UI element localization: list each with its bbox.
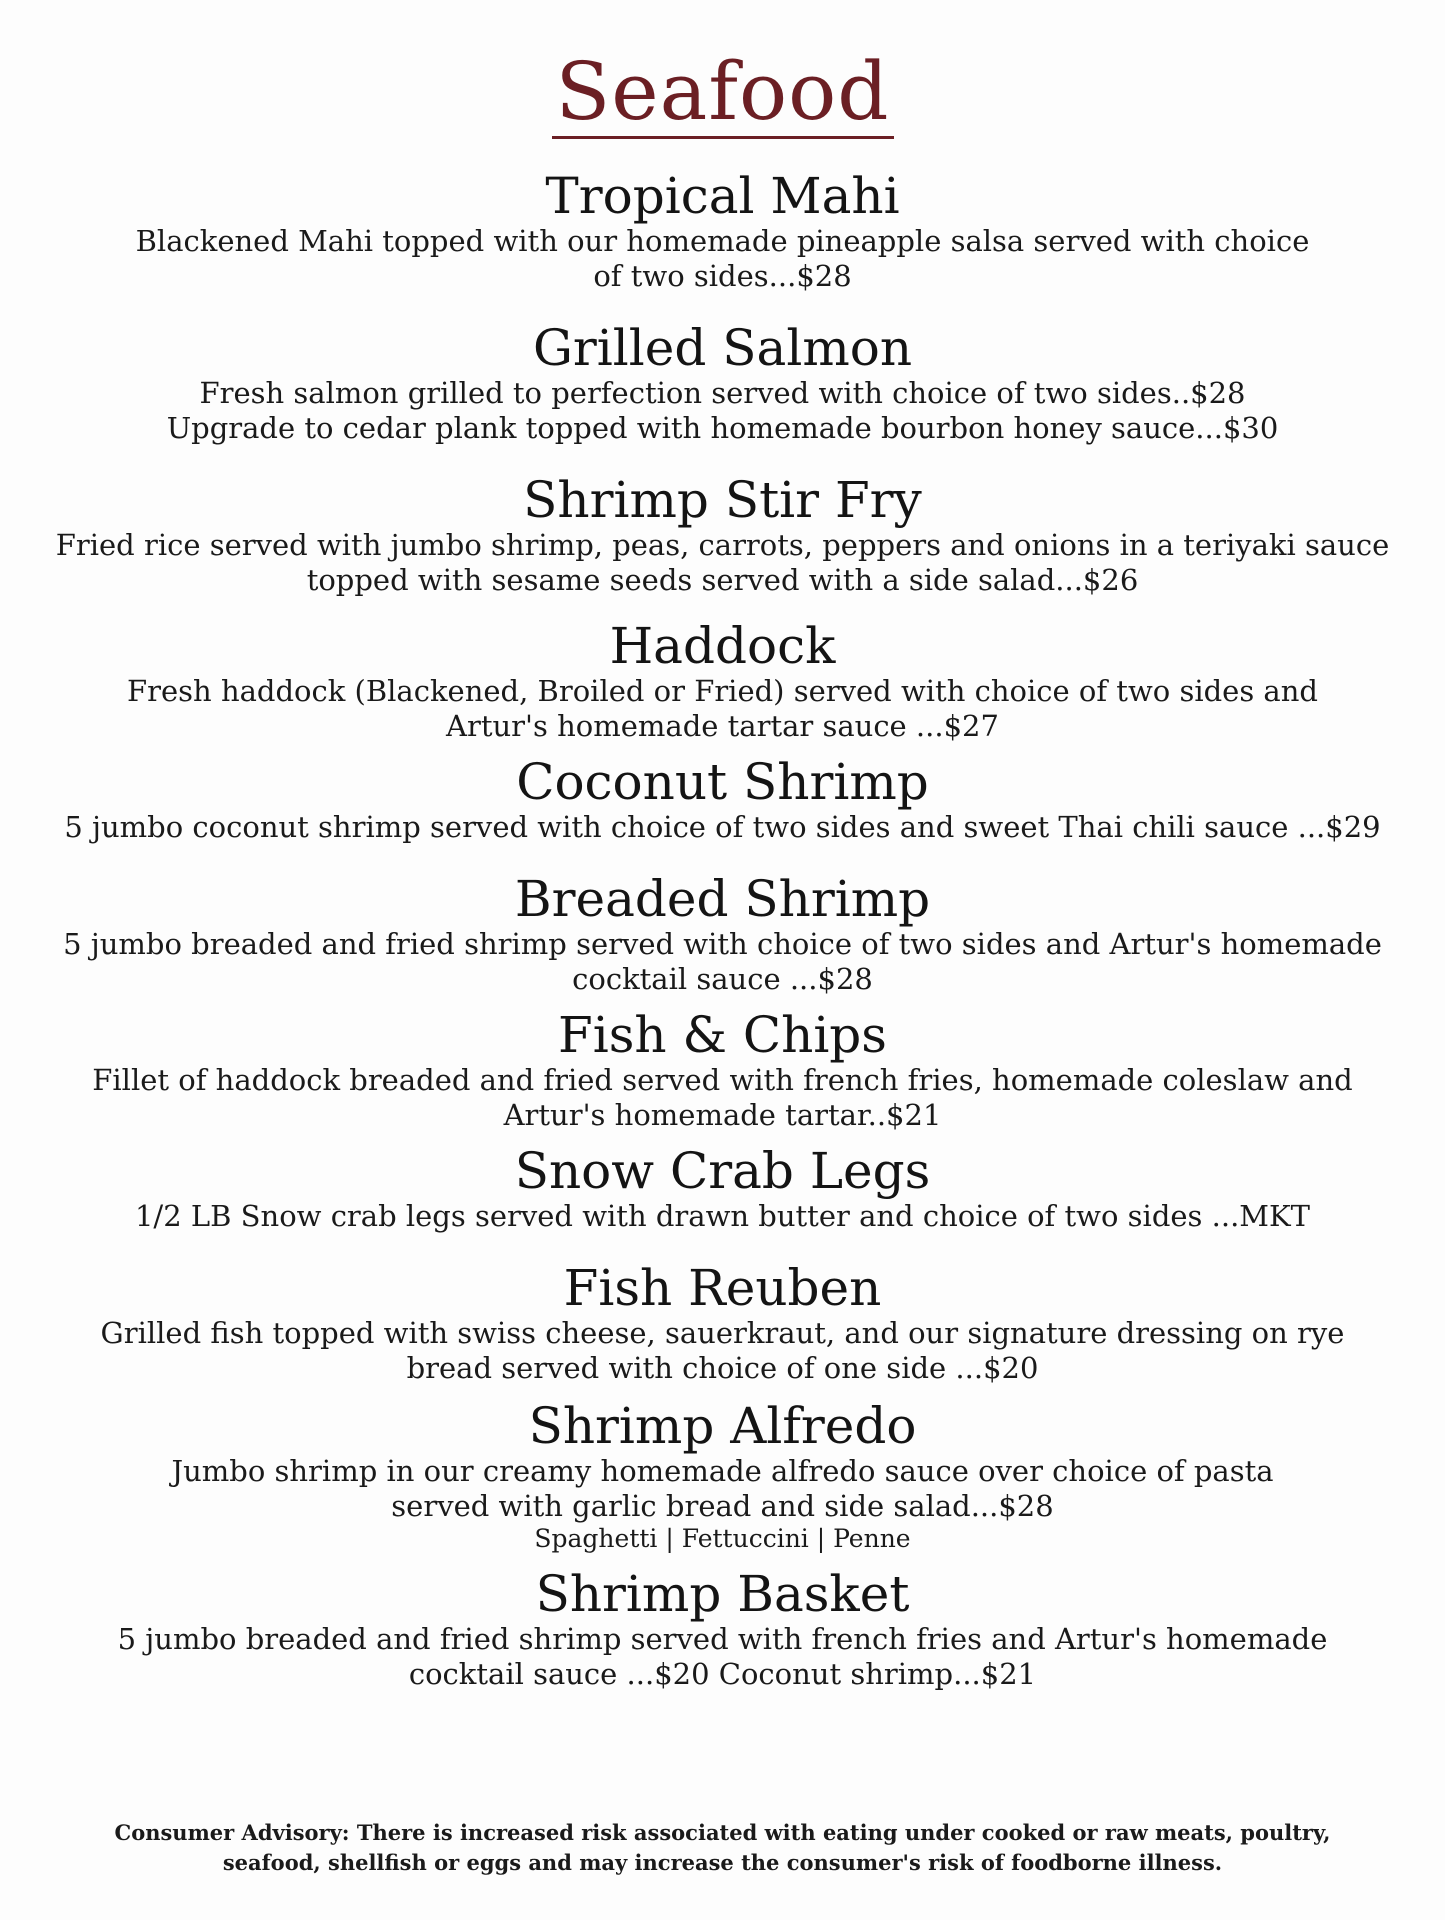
item-name: Shrimp Alfredo: [528, 1397, 917, 1455]
item-name: Tropical Mahi: [545, 167, 900, 225]
pasta-options: Spaghetti | Fettuccini | Penne: [534, 1524, 911, 1553]
menu-list: [20, 168, 1425, 1692]
menu-item-shrimp-basket: [20, 1566, 1425, 1692]
item-name: Snow Crab Legs: [514, 1142, 931, 1200]
item-description: Fried rice served with jumbo shrimp, peas, carrots, peppers and onions in a teriyaki sauce topped with sesame seeds served with a side salad...$26: [55, 528, 1390, 597]
item-description: 5 jumbo breaded and fried shrimp served with french fries and Artur's homemade cocktail sauce ...$20 Coconut shrimp...$21: [117, 1622, 1328, 1691]
item-name: Haddock: [609, 617, 836, 675]
item-name: Fish & Chips: [558, 1006, 887, 1064]
item-name: Grilled Salmon: [532, 319, 913, 377]
item-name: Shrimp Stir Fry: [523, 471, 922, 529]
item-description: 5 jumbo coconut shrimp served with choice of two sides and sweet Thai chili sauce ...$29: [64, 810, 1381, 844]
menu-item-grilled-salmon: [20, 320, 1425, 446]
item-description: 5 jumbo breaded and fried shrimp served with choice of two sides and Artur's homemade cocktail sauce ...$28: [63, 927, 1382, 996]
menu-item-haddock: [20, 618, 1425, 744]
item-name: Shrimp Basket: [535, 1565, 910, 1623]
menu-item-fish-and-chips: [20, 1007, 1425, 1133]
menu-item-fish-reuben: [20, 1260, 1425, 1386]
item-description: Fresh haddock (Blackened, Broiled or Fried) served with choice of two sides and Artur's homemade tartar sauce ...$27: [127, 674, 1318, 743]
item-name: Coconut Shrimp: [516, 753, 929, 811]
consumer-advisory: Consumer Advisory: There is increased risk associated with eating under cooked or raw meats, poultry, seafood, shellfish or eggs and may increase the consumer's risk of foodborne illness.: [114, 1820, 1331, 1875]
menu-item-tropical-mahi: [20, 168, 1425, 294]
item-description: 1/2 LB Snow crab legs served with drawn butter and choice of two sides ...MKT: [134, 1199, 1311, 1233]
page-title: [0, 42, 1445, 142]
item-description: Grilled fish topped with swiss cheese, sauerkraut, and our signature dressing on rye bread served with choice of one side ...$20: [100, 1316, 1345, 1385]
page-title-text: Seafood: [552, 48, 894, 139]
menu-item-snow-crab-legs: [20, 1143, 1425, 1234]
item-description: Fresh salmon grilled to perfection served with choice of two sides..$28 Upgrade to cedar plank topped with homemade bourbon honey sauce...$30: [166, 376, 1279, 445]
item-description: Fillet of haddock breaded and fried served with french fries, homemade coleslaw and Artur's homemade tartar..$21: [92, 1063, 1353, 1132]
menu-item-coconut-shrimp: [20, 754, 1425, 845]
item-name: Fish Reuben: [563, 1259, 882, 1317]
menu-item-shrimp-alfredo: [20, 1398, 1425, 1554]
item-name: Breaded Shrimp: [514, 870, 931, 928]
item-description: Jumbo shrimp in our creamy homemade alfredo sauce over choice of pasta served with garlic bread and side salad...$28: [171, 1454, 1274, 1523]
item-description: Blackened Mahi topped with our homemade pineapple salsa served with choice of two sides...$28: [135, 224, 1310, 293]
menu-item-shrimp-stir-fry: [20, 472, 1425, 598]
menu-item-breaded-shrimp: [20, 871, 1425, 997]
